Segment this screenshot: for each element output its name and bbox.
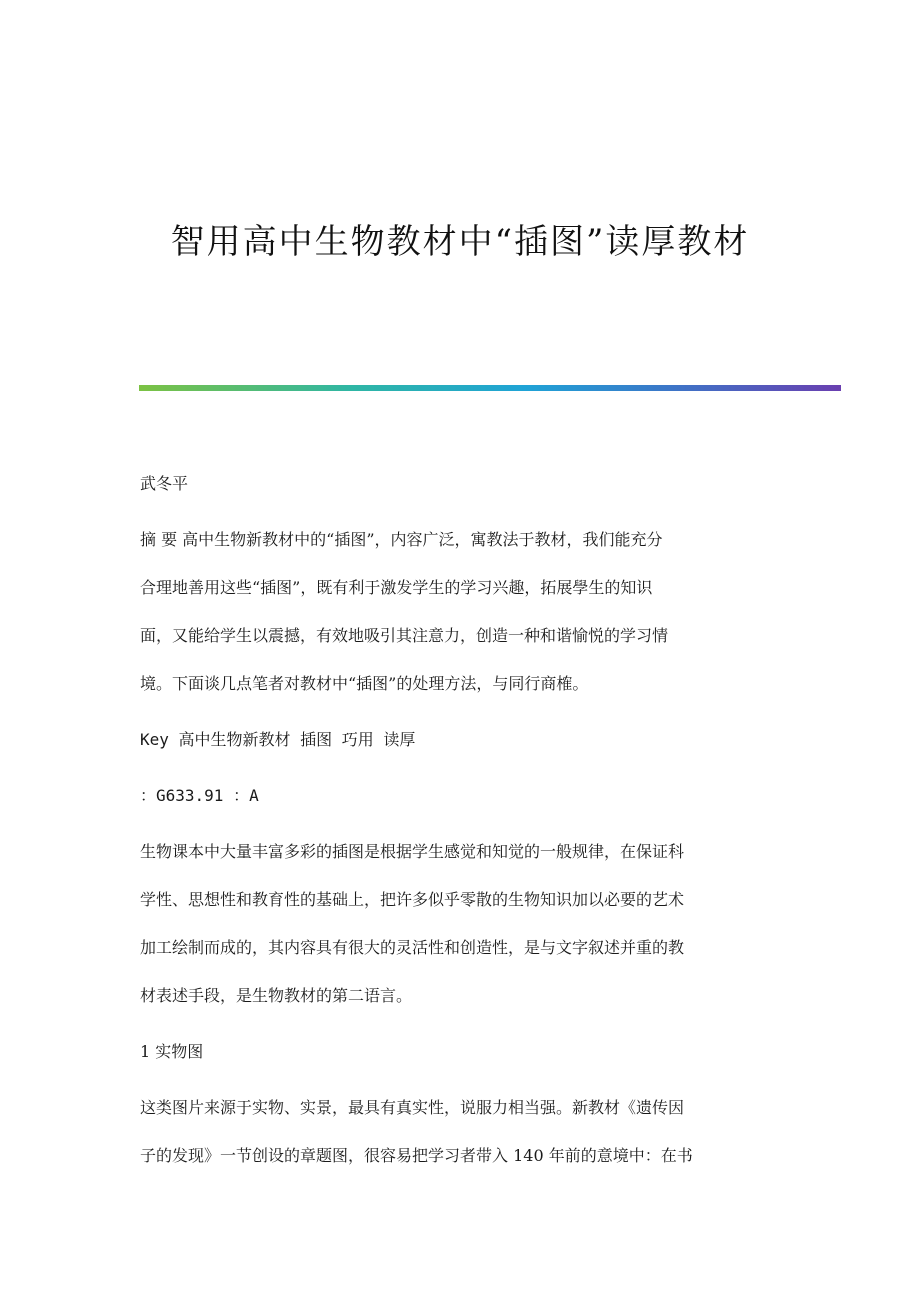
- body-paragraph-line: 学性、思想性和教育性的基础上，把许多似乎零散的生物知识加以必要的艺术: [140, 890, 685, 909]
- section-heading: 1 实物图: [140, 1042, 204, 1061]
- abstract-line: 境。下面谈几点笔者对教材中“插图”的处理方法，与同行商榷。: [140, 674, 589, 693]
- author: 武冬平: [140, 474, 189, 493]
- abstract-line: 摘 要 高中生物新教材中的“插图”，内容广泛，寓教法于教材，我们能充分: [140, 530, 663, 549]
- body-paragraph-line: 材表述手段，是生物教材的第二语言。: [140, 986, 413, 1005]
- abstract-line: 面，又能给学生以震撼，有效地吸引其注意力，创造一种和谐愉悦的学习情: [140, 626, 669, 645]
- keywords: Key 高中生物新教材 插图 巧用 读厚: [140, 730, 416, 749]
- document-title: 智用高中生物教材中“插图”读厚教材: [170, 222, 750, 262]
- abstract-line: 合理地善用这些“插图”，既有利于激发学生的学习兴趣，拓展學生的知识: [140, 578, 653, 597]
- classification-code: ：G633.91 ：A: [140, 786, 259, 805]
- title-divider: [139, 385, 841, 391]
- body-paragraph-line: 子的发现》一节创设的章题图，很容易把学习者带入 140 年前的意境中：在书: [140, 1146, 693, 1165]
- body-paragraph-line: 加工绘制而成的，其内容具有很大的灵活性和创造性，是与文字叙述并重的教: [140, 938, 685, 957]
- body-paragraph-line: 这类图片来源于实物、实景，最具有真实性，说服力相当强。新教材《遗传因: [140, 1098, 685, 1117]
- body-paragraph-line: 生物课本中大量丰富多彩的插图是根据学生感觉和知觉的一般规律，在保证科: [140, 842, 685, 861]
